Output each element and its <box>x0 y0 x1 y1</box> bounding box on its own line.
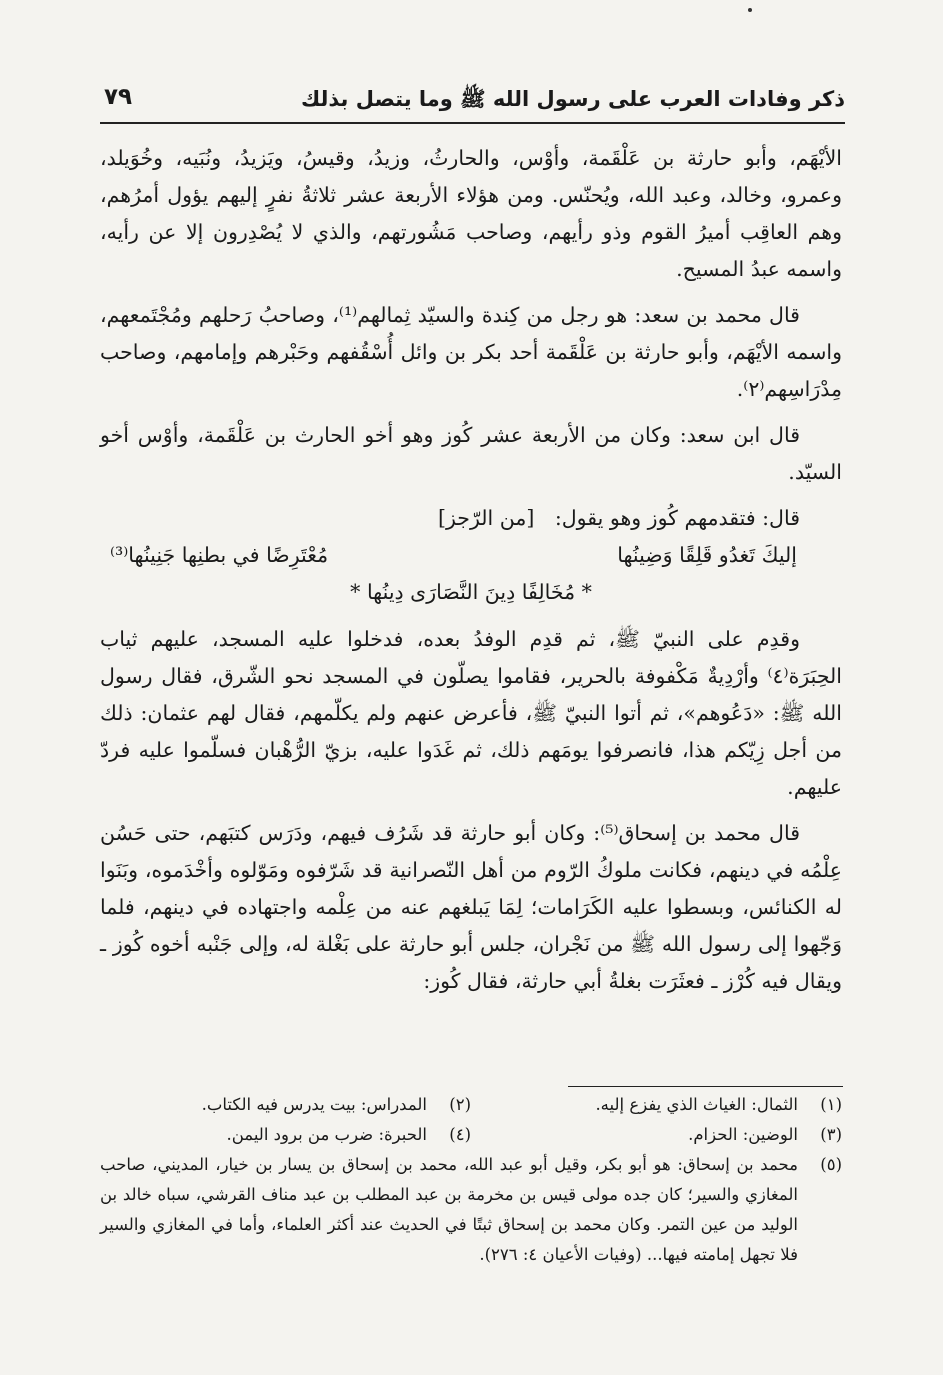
footnote-5-text: محمد بن إسحاق: هو أبو بكر، وقيل أبو عبد الله، محمد بن إسحاق بن يسار بن خيار، المديني، صاحب المغازي والسير؛ كان جده مولى قيس بن مخرمة بن عبد المطلب بن عبد مناف القرشي، سباه خالد بن الوليد من عين التمر. وكان محمد بن إسحاق ثبتًا في الحديث عند أكثر العلماء، وأما في المغازي والسير فلا تجهل إمامته فيها... (وفيات الأعيان ٤: ٢٧٦). <box>100 1155 798 1264</box>
page-header <box>100 82 845 124</box>
paragraph-5: قال محمد بن إسحاق⁽⁵⁾: وكان أبو حارثة قد شَرُف فيهم، ودَرَس كتبَهم، حتى حَسُن عِلْمُه في دينهم، فكانت ملوكُ الرّوم من أهل النّصرانية قد شَرّفوه ومَوّلوه وأخْدَموه، وبَنَوا له الكنائس، وبسطوا عليه الكَرَامات؛ لِمَا يَبلغهم عنه من عِلْمه واجتهاده في دينهم، فلما وَجّهوا إلى رسول الله ﷺ من نَجْران، جلس أبو حارثة على بَغْلة له، وإلى جَنْبه أخوه كُوز ـ ويقال فيه كُرْز ـ فعثَرَت بغلةُ أبي حارثة، فقال كُوز: <box>100 821 843 993</box>
footnote-1-number: (١) <box>820 1095 842 1114</box>
paragraph-3: قال ابن سعد: وكان من الأربعة عشر كُوز وهو أخو الحارث بن عَلْقَمة، وأوْس أخو السيّد. <box>100 423 842 484</box>
footnote-5-number: (٥) <box>820 1155 842 1174</box>
footnote-row-2 <box>100 1120 842 1150</box>
poem-meter: [من الرّجز] <box>438 506 535 530</box>
footnote-3-number: (٣) <box>820 1125 842 1144</box>
footnote-2-number: (٢) <box>449 1095 471 1114</box>
scan-speck <box>748 8 752 12</box>
footnote-1-text: الثمال: الغياث الذي يفزع إليه. <box>595 1095 798 1114</box>
footnote-4 <box>100 1120 471 1150</box>
poem-intro-line <box>100 500 842 537</box>
footnote-5 <box>100 1150 842 1270</box>
poem-block <box>100 500 842 611</box>
footnote-2 <box>100 1090 471 1120</box>
footnote-3-text: الوضين: الحزام. <box>688 1125 798 1144</box>
main-text <box>100 140 842 1009</box>
paragraph-1: الأيْهَم، وأبو حارثة بن عَلْقَمة، وأوْس، والحارثُ، وزيدُ، وقيسُ، ويَزيدُ، ونُبَيه، وخُوَيلد، وعمرو، وخالد، وعبد الله، ويُحنّس. ومن هؤلاء الأربعة عشر ثلاثةُ نفرٍ إليهم يؤول أمرُهم، وهم العاقِب أميرُ القوم وذو رأيهم، وصاحب مَشُورتهم، والذي لا يُصْدِرون إلا عن رأيه، واسمه عبدُ المسيح. <box>100 146 842 281</box>
page-number: ٧٩ <box>104 84 133 110</box>
footnote-2-text: المدراس: بيت يدرس فيه الكتاب. <box>201 1095 427 1114</box>
paragraph-2: قال محمد بن سعد: هو رجل من كِندة والسيّد ثِمالهم⁽¹⁾، وصاحبُ رَحلهم ومُجْتَمعهم، واسمه الأيْهَم، وأبو حارثة بن عَلْقَمة أحد بكر بن وائل أُسْقُفهم وحَبْرهم وإمامهم، وصاحب مِدْرَاسِهم⁽٢⁾. <box>100 303 842 401</box>
footnote-row-1 <box>100 1090 842 1120</box>
running-title: ذكر وفادات العرب على رسول الله ﷺ وما يتصل بذلك <box>300 87 845 111</box>
verse-hemistich-left: مُعْتَرِضًا في بطنِها جَنِينُها⁽³⁾ <box>110 543 329 567</box>
verse-single-line: * مُخَالِفًا دِينَ النَّصَارَى دِينُها * <box>350 580 592 604</box>
footnote-4-number: (٤) <box>449 1125 471 1144</box>
poem-intro: قال: فتقدمهم كُوز وهو يقول: <box>554 506 800 530</box>
footnotes <box>100 1090 842 1270</box>
footnote-1 <box>471 1090 842 1120</box>
footnote-separator <box>568 1086 843 1087</box>
verse-line <box>100 537 842 574</box>
verse-hemistich-right: إليكَ تَغدُو قَلِقًا وَضِينُها <box>617 543 797 567</box>
footnote-3 <box>471 1120 842 1150</box>
paragraph-4: وقدِم على النبيّ ﷺ، ثم قدِم الوفدُ بعده، فدخلوا عليه المسجد، عليهم ثياب الحِبَرَة⁽٤⁾ وأرْدِيةٌ مَكْفوفة بالحرير، فقاموا يصلّون في المسجد نحو الشّرق، فقال رسول الله ﷺ: «دَعُوهم»، ثم أتوا النبيّ ﷺ، فأعرض عنهم ولم يكلّمهم، فقال لهم عثمان: ذلك من أجل زِيّكم هذا، فانصرفوا يومَهم ذلك، ثم غَدَوا عليه، بزيّ الرُّهْبان فسلّموا عليه فردّ عليهم. <box>100 627 842 799</box>
footnote-4-text: الحبرة: ضرب من برود اليمن. <box>226 1125 427 1144</box>
